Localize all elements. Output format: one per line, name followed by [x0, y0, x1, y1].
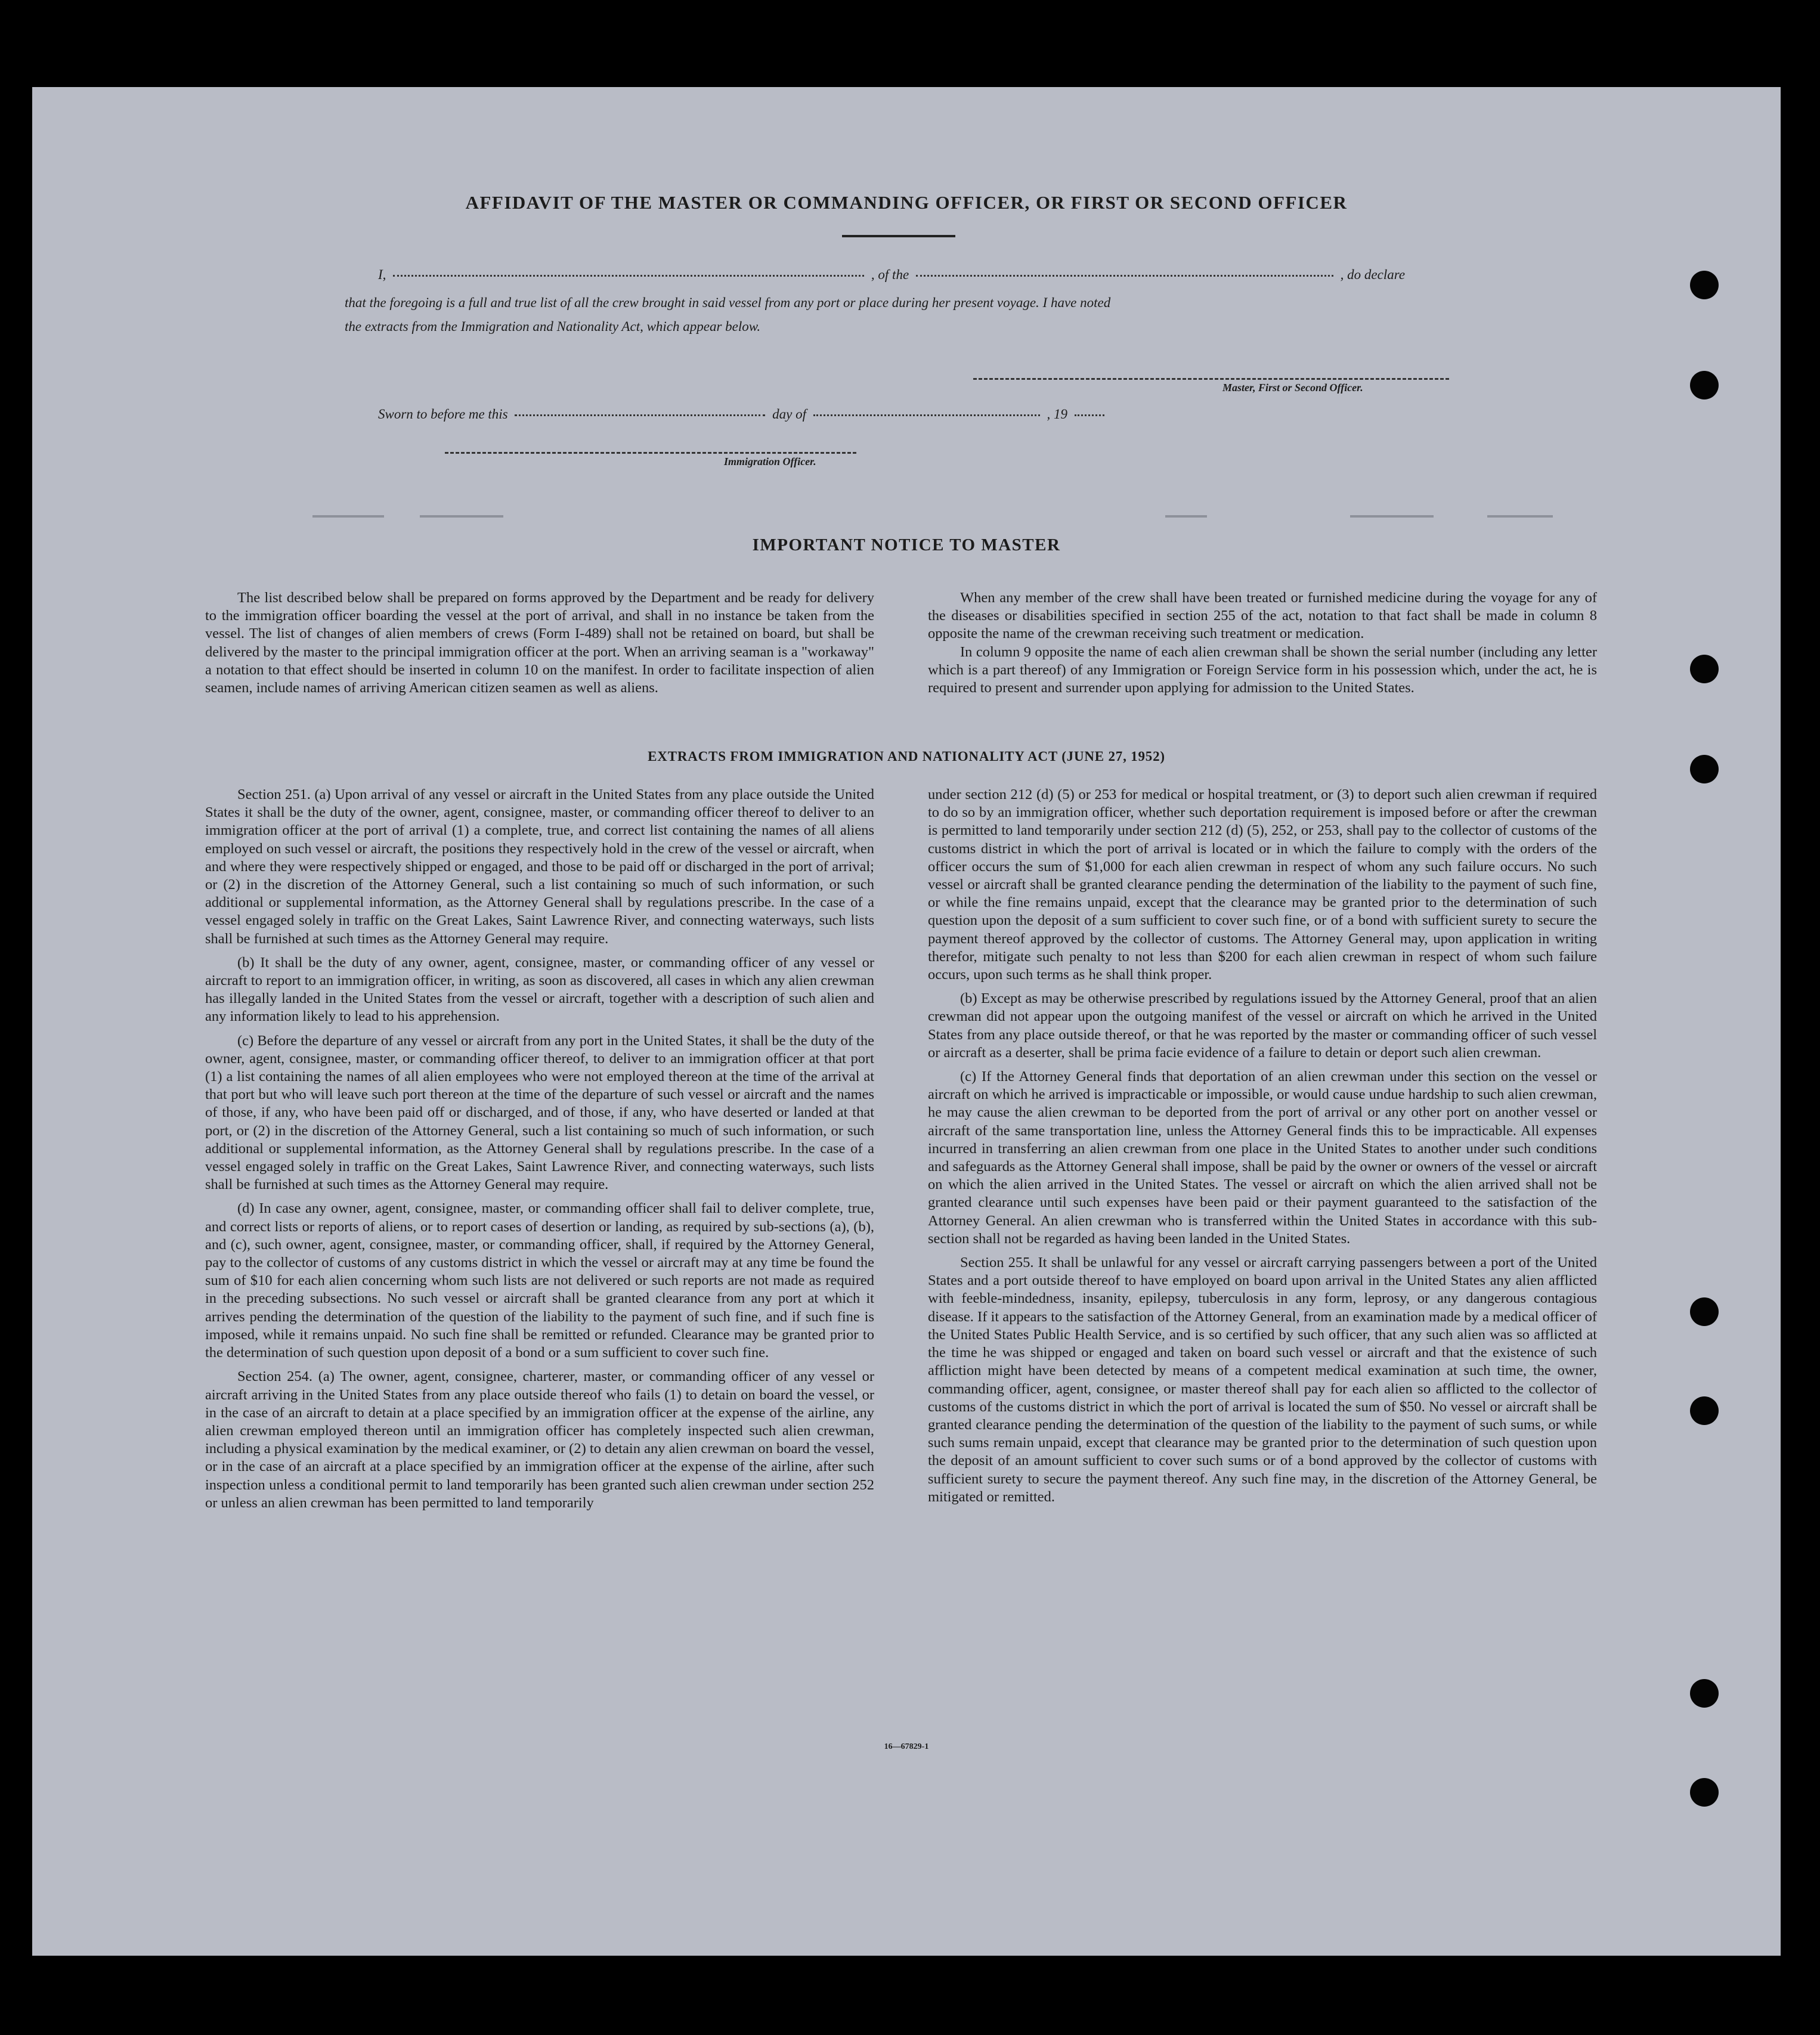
affidavit-title: AFFIDAVIT OF THE MASTER OR COMMANDING OFFICER, OR FIRST OR SECOND OFFICER: [465, 192, 1348, 213]
bleed-through-mark: [420, 515, 503, 518]
bleed-through-mark: [1165, 515, 1207, 518]
title-underline: [842, 235, 955, 237]
notice-title: IMPORTANT NOTICE TO MASTER: [752, 535, 1061, 555]
section-251d: (d) In case any owner, agent, consignee, master, or commanding officer shall fail to deliver complete, true, and correct lists or reports of aliens, or to report cases of desertion or landing, as required by sub-sections (a), (b), and (c), such owner, agent, consignee, master, or commanding officer, shall, if required by the Attorney General, pay to the collector of customs of any customs district in which the vessel or aircraft may at any time be found the sum of $10 for each alien concerning whom such lists are not delivered or such reports are not made as required in the preceding subsections. No such vessel or aircraft shall be granted clearance from any port at which it arrives pending the determination of the question of the liability to the payment of such fine, and if such fine is imposed, while it remains unpaid. No such fine shall be remitted or refunded. Clearance may be granted prior to the determination of such question upon deposit of a bond or a sum sufficient to cover such fine.: [205, 1200, 874, 1361]
affidavit-line-1: [378, 267, 1405, 283]
sworn-line: [378, 407, 1108, 422]
affidavit-line-2: that the foregoing is a full and true list of all the crew brought in said vessel from any port or place during her present voyage. I have noted: [345, 295, 1111, 310]
immigration-officer-label: Immigration Officer.: [724, 456, 816, 467]
sworn-label: Sworn to before me this: [378, 407, 508, 422]
notice-paragraph: In column 9 opposite the name of each alien crewman shall be shown the serial number (including any letter which is a part thereof) of any Immigration or Foreign Service form in his possession which, under the act, he is required to present and surrender upon applying for admission to the United States.: [928, 643, 1597, 696]
bleed-through-mark: [1487, 515, 1553, 518]
bleed-through-mark: [312, 515, 384, 518]
punch-hole: [1690, 271, 1719, 299]
punch-hole: [1690, 1778, 1719, 1807]
section-251b: (b) It shall be the duty of any owner, agent, consignee, master, or commanding officer of any vessel or aircraft to report to an immigration officer, in writing, as soon as discovered, all cases in which any alien crewman has illegally landed in the United States from the vessel or aircraft, together with a description of such alien and any information likely to lead to his apprehension.: [205, 954, 874, 1025]
immigration-officer-signature-field[interactable]: [445, 452, 856, 454]
extracts-right-column: [928, 786, 1597, 1512]
vessel-label: , of the: [871, 267, 909, 282]
form-number: 16—67829-1: [884, 1742, 929, 1751]
notice-right-column: [928, 589, 1597, 703]
notice-paragraph: When any member of the crew shall have been treated or furnished medicine during the voyage for any of the diseases or disabilities specified in section 255 of the act, notation to that fact shall be made in column 8 opposite the name of the crewman receiving such treatment or medication.: [928, 590, 1597, 642]
year-label: , 19: [1047, 407, 1067, 422]
master-signature-field[interactable]: [973, 378, 1449, 380]
section-254a-continued: under section 212 (d) (5) or 253 for medical or hospital treatment, or (3) to deport such alien crewman if required to do so by an immigration officer, whether such deportation requirement is imposed before or after the crewman is permitted to land temporarily under section 212 (d) (5), 252, or 253, shall pay to the collector of customs of the customs district in which the port of arrival is located or in which the failure to comply with the orders of the officer occurs the sum of $1,000 for each alien crewman in respect of whom any such failure occurs. No such vessel or aircraft shall be granted clearance pending the determination of the liability to the payment of such fine, or while the fine remains unpaid, except that the clearance may be granted prior to the determination of such question upon the deposit of a sum sufficient to cover such fine, or of a bond with sufficient surety to secure the payment thereof approved by the collector of customs. The Attorney General may, upon application in writing therefor, mitigate such penalty to not less than $200 for each alien crewman in respect of whom such failure occurs, upon such terms as he shall think proper.: [928, 786, 1597, 983]
section-254c: (c) If the Attorney General finds that deportation of an alien crewman under this section on the vessel or aircraft on which he arrived is impracticable or impossible, or would cause undue hardship to such alien crewman, he may cause the alien crewman to be deported from the port of arrival or any other port on another vessel or aircraft of the same transportation line, unless the Attorney General finds this to be impracticable. All expenses incurred in transferring an alien crewman from one place in the United States to another under such conditions and safeguards as the Attorney General shall impose, shall be paid by the owner or owners of the vessel or aircraft on which the alien arrived in the United States. The vessel or aircraft on which the alien arrived shall not be granted clearance until such expenses have been paid or their payment guaranteed to the satisfaction of the Attorney General. An alien crewman who is transferred within the United States in accordance with this sub-section shall not be regarded as having been landed in the United States.: [928, 1068, 1597, 1247]
section-251c: (c) Before the departure of any vessel or aircraft from any port in the United States, it shall be the duty of the owner, agent, consignee, master, or commanding officer thereof, to deliver to an immigration officer at that port (1) a list containing the names of all alien employees who were not employed thereon at the time of the arrival at that port but who will leave such port thereon at the time of the departure of such vessel or aircraft and the names of those, if any, who have been paid off or discharged, and of those, if any, who have deserted or landed at that port, or (2) in the discretion of the Attorney General, such a list containing so much of such information, or such additional or supplemental information, as the Attorney General shall by regulations prescribe. In the case of a vessel engaged solely in traffic on the Great Lakes, Saint Lawrence River, and connecting waterways, such lists shall be furnished at such times as the Attorney General may require.: [205, 1032, 874, 1193]
affidavit-line-3: the extracts from the Immigration and Nationality Act, which appear below.: [345, 319, 761, 334]
sworn-date-field[interactable]: [515, 414, 765, 416]
notice-left-column: [205, 589, 874, 703]
extracts-left-column: [205, 786, 874, 1518]
vessel-name-field[interactable]: [916, 275, 1333, 277]
declarant-name-field[interactable]: [393, 275, 864, 277]
notice-paragraph: The list described below shall be prepared on forms approved by the Department and be ready for delivery to the immigration officer boarding the vessel at the port of arrival, and shall in no instance be taken from the vessel. The list of changes of alien members of crews (Form I-489) shall not be retained on board, but shall be delivered by the master to the principal immigration officer at the port. When an arriving seaman is a "workaway" a notation to that effect should be inserted in column 10 on the manifest. In order to facilitate inspection of alien seamen, include names of arriving American citizen seamen as well as aliens.: [205, 590, 874, 696]
section-255: Section 255. It shall be unlawful for any vessel or aircraft carrying passengers between a port of the United States and a port outside thereof to have employed on board upon arrival in the United States any alien afflicted with feeble-mindedness, insanity, epilepsy, tuberculosis in any form, leprosy, or any dangerous contagious disease. If it appears to the satisfaction of the Attorney General, from an examination made by a medical officer of the United States Public Health Service, and is so certified by such officer, that any such alien was so afflicted at the time he was shipped or engaged and taken on board such vessel or aircraft and that the existence of such affliction might have been detected by means of a competent medical examination at such time, the owner, commanding officer, agent, consignee, or master thereof shall pay for each alien so afflicted to the collector of customs of the customs district in which the port of arrival is located the sum of $50. No vessel or aircraft shall be granted clearance pending the determination of the question of the liability to the payment of such sums, or while such sums remain unpaid, except that clearance may be granted prior to the determination of such question upon the deposit of an amount sufficient to cover such sums or of a bond approved by the collector of customs with sufficient surety to secure the payment thereof. Any such fine may, in the discretion of the Attorney General, be mitigated or remitted.: [928, 1255, 1597, 1505]
bleed-through-mark: [1350, 515, 1434, 518]
sworn-month-field[interactable]: [813, 414, 1040, 416]
punch-hole: [1690, 371, 1719, 399]
master-signature-label: Master, First or Second Officer.: [1222, 382, 1363, 394]
sworn-year-field[interactable]: [1075, 414, 1104, 416]
declare-label: , do declare: [1340, 267, 1406, 282]
declarant-label: I,: [378, 267, 386, 282]
punch-hole: [1690, 655, 1719, 683]
section-254b: (b) Except as may be otherwise prescribed by regulations issued by the Attorney General, proof that an alien crewman did not appear upon the outgoing manifest of the vessel or aircraft on which he arrived in the United States from any place outside thereof, or that he was reported by the master or commanding officer of such vessel or aircraft as a deserter, shall be prima facie evidence of a failure to detain or deport such alien crewman.: [928, 990, 1597, 1061]
punch-hole: [1690, 1396, 1719, 1425]
punch-hole: [1690, 1679, 1719, 1708]
section-254a: Section 254. (a) The owner, agent, consignee, charterer, master, or commanding officer of any vessel or aircraft arriving in the United States from any place outside thereof who fails (1) to detain on board the vessel, or in the case of an aircraft to detain at a place specified by an immigration officer at the expense of the airline, any alien crewman employed thereon until an immigration officer has completely inspected such alien crewman, including a physical examination by the medical examiner, or (2) to detain any alien crewman on board the vessel, or in the case of an aircraft at a place specified by an immigration officer at the expense of the airline, after such inspection unless a conditional permit to land temporarily has been granted such alien crewman under section 252 or unless an alien crewman has been permitted to land temporarily: [205, 1368, 874, 1511]
extracts-title: EXTRACTS FROM IMMIGRATION AND NATIONALITY ACT (JUNE 27, 1952): [648, 749, 1165, 764]
document-sheet: [32, 87, 1781, 1956]
section-251a: Section 251. (a) Upon arrival of any vessel or aircraft in the United States from any place outside the United States it shall be the duty of the owner, agent, consignee, master, or commanding officer thereof to deliver to an immigration officer at the port of arrival (1) a complete, true, and correct list containing the names of all aliens employed on such vessel or aircraft, the positions they respectively hold in the crew of the vessel or aircraft, when and where they were respectively shipped or engaged, and those to be paid off or discharged in the port of arrival; or (2) in the discretion of the Attorney General, such a list containing so much of such information, or such additional or supplemental information, as the Attorney General shall by regulations prescribe. In the case of a vessel engaged solely in traffic on the Great Lakes, Saint Lawrence River, and connecting waterways, such lists shall be furnished at such times as the Attorney General may require.: [205, 786, 874, 947]
day-of-label: day of: [772, 407, 806, 422]
punch-hole: [1690, 1297, 1719, 1326]
